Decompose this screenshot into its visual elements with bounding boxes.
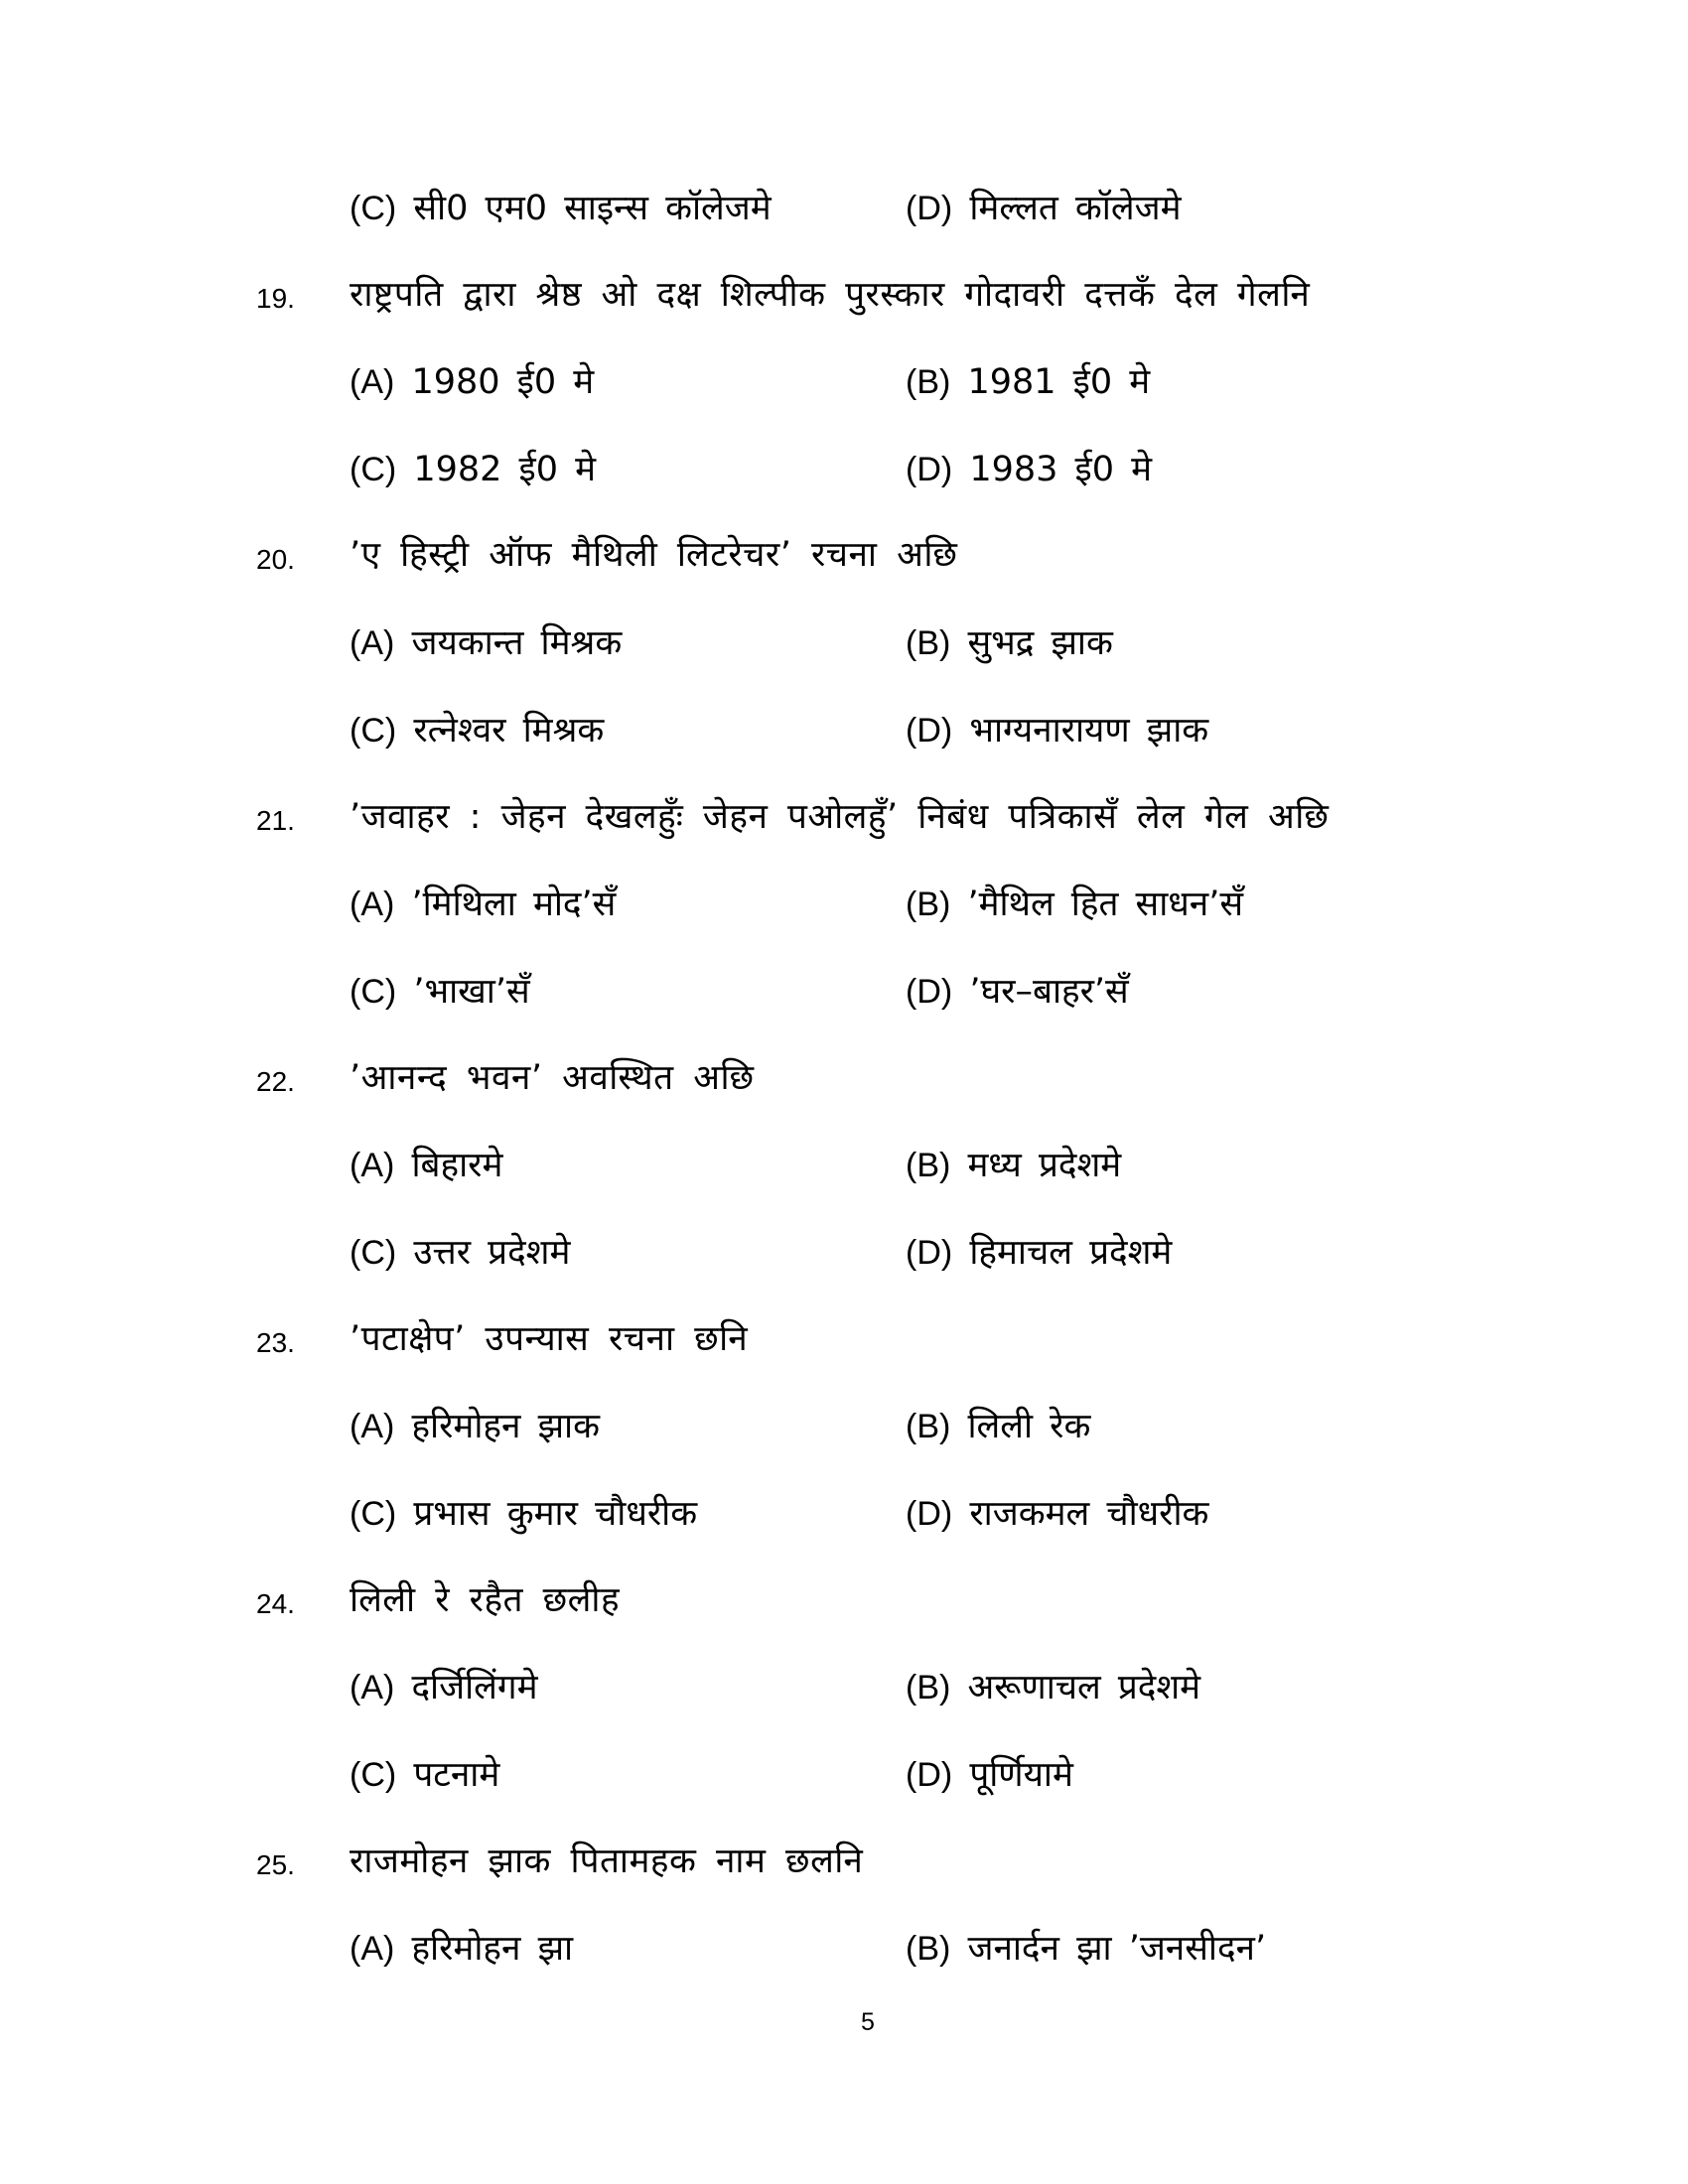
option-letter: (B) [906,1669,951,1706]
option-letter: (C) [350,451,397,488]
option-text: 1981 ई0 मे [967,362,1151,402]
option-letter: (C) [350,190,397,227]
option-letter: (B) [906,1147,951,1184]
option-text: रत्नेश्वर मिश्रक [413,711,605,751]
option-text: 1982 ई0 मे [413,450,597,489]
option-letter: (D) [906,712,953,750]
question-text: ’आनन्द भवन’ अवस्थित अछि [350,1058,755,1098]
option-text: ’मिथिला मोद’सँ [411,885,617,924]
option-c [350,1753,499,1797]
option-d [906,709,1208,752]
question-text: लिली रे रहैत छलीह [350,1580,621,1620]
option-text: अरूणाचल प्रदेशमे [967,1668,1201,1707]
question-text: ’ए हिस्ट्री ऑफ मैथिली लिटरेचर’ रचना अछि [350,535,958,575]
option-letter: (D) [906,1495,953,1533]
option-letter: (A) [350,1408,395,1445]
option-a [350,1927,573,1971]
option-text: हरिमोहन झा [411,1929,574,1969]
question-number: 19. [256,283,295,314]
option-text: प्रभास कुमार चौधरीक [413,1494,698,1534]
option-letter: (C) [350,1495,397,1533]
option-a [350,1666,538,1709]
option-text: बिहारमे [411,1146,503,1185]
option-d [906,1231,1172,1275]
option-letter: (A) [350,1669,395,1706]
option-text: सी0 एम0 साइन्स कॉलेजमे [413,189,772,228]
option-c [350,970,530,1014]
option-text: राजकमल चौधरीक [969,1494,1209,1534]
option-letter: (C) [350,712,397,750]
option-c [350,187,772,230]
option-c [350,1231,570,1275]
option-text: लिली रेक [967,1407,1091,1446]
option-a [350,621,622,665]
option-letter: (D) [906,451,953,488]
option-text: 1980 ई0 मे [411,362,595,402]
option-letter: (B) [906,1408,951,1445]
option-b [906,1927,1266,1971]
option-text: उत्तर प्रदेशमे [413,1233,571,1273]
option-letter: (D) [906,1234,953,1272]
option-text: सुभद्र झाक [967,623,1113,663]
option-text: मिल्लत कॉलेजमे [969,189,1182,228]
option-letter: (B) [906,1930,951,1968]
question-text: राजमोहन झाक पितामहक नाम छलनि [350,1842,864,1881]
option-c [350,1492,697,1536]
option-b [906,360,1150,404]
question-number: 20. [256,544,295,575]
option-text: भाग्यनारायण झाक [969,711,1209,751]
option-d [906,1753,1073,1797]
option-letter: (B) [906,886,951,923]
option-b [906,1405,1090,1448]
option-b [906,1144,1121,1187]
option-text: ’भाखा’सँ [413,972,530,1012]
option-a [350,1405,600,1448]
option-c [350,448,596,491]
option-text: ’घर–बाहर’सँ [969,972,1129,1012]
option-letter: (C) [350,1756,397,1794]
option-b [906,621,1113,665]
option-letter: (C) [350,973,397,1011]
option-b [906,883,1243,926]
option-text: जयकान्त मिश्रक [411,623,623,663]
question-text: राष्ट्रपति द्वारा श्रेष्ठ ओ दक्ष शिल्पीक पुरस्कार गोदावरी दत्तकँ देल गेलनि [350,275,1311,315]
option-text: पूर्णियामे [969,1755,1073,1795]
option-letter: (D) [906,973,953,1011]
option-b [906,1666,1200,1709]
question-text: ’जवाहर : जेहन देखलहुँः जेहन पओलहुँ’ निबंध पत्रिकासँ लेल गेल अछि [350,797,1330,837]
option-d [906,970,1129,1014]
option-letter: (A) [350,1147,395,1184]
option-c [350,709,604,752]
option-d [906,187,1182,230]
option-text: दर्जिलिंगमे [411,1668,538,1707]
option-letter: (D) [906,1756,953,1794]
option-a [350,1144,502,1187]
option-d [906,448,1152,491]
option-letter: (C) [350,1234,397,1272]
question-number: 24. [256,1588,295,1619]
question-number: 21. [256,805,295,836]
option-text: ’मैथिल हित साधन’सँ [967,885,1243,924]
option-letter: (A) [350,624,395,662]
question-text: ’पटाक्षेप’ उपन्यास रचना छनि [350,1319,749,1359]
question-number: 22. [256,1066,295,1097]
option-letter: (B) [906,363,951,401]
option-text: पटनामे [413,1755,500,1795]
option-a [350,883,616,926]
option-text: 1983 ई0 मे [969,450,1153,489]
option-letter: (A) [350,363,395,401]
question-number: 23. [256,1327,295,1358]
option-letter: (A) [350,886,395,923]
option-text: जनार्दन झा ’जनसीदन’ [967,1929,1267,1969]
option-letter: (B) [906,624,951,662]
option-text: मध्य प्रदेशमे [967,1146,1122,1185]
option-letter: (D) [906,190,953,227]
option-d [906,1492,1208,1536]
question-number: 25. [256,1849,295,1880]
option-text: हिमाचल प्रदेशमे [969,1233,1173,1273]
option-letter: (A) [350,1930,395,1968]
option-text: हरिमोहन झाक [411,1407,600,1446]
page-number: 5 [861,2008,875,2036]
option-a [350,360,594,404]
